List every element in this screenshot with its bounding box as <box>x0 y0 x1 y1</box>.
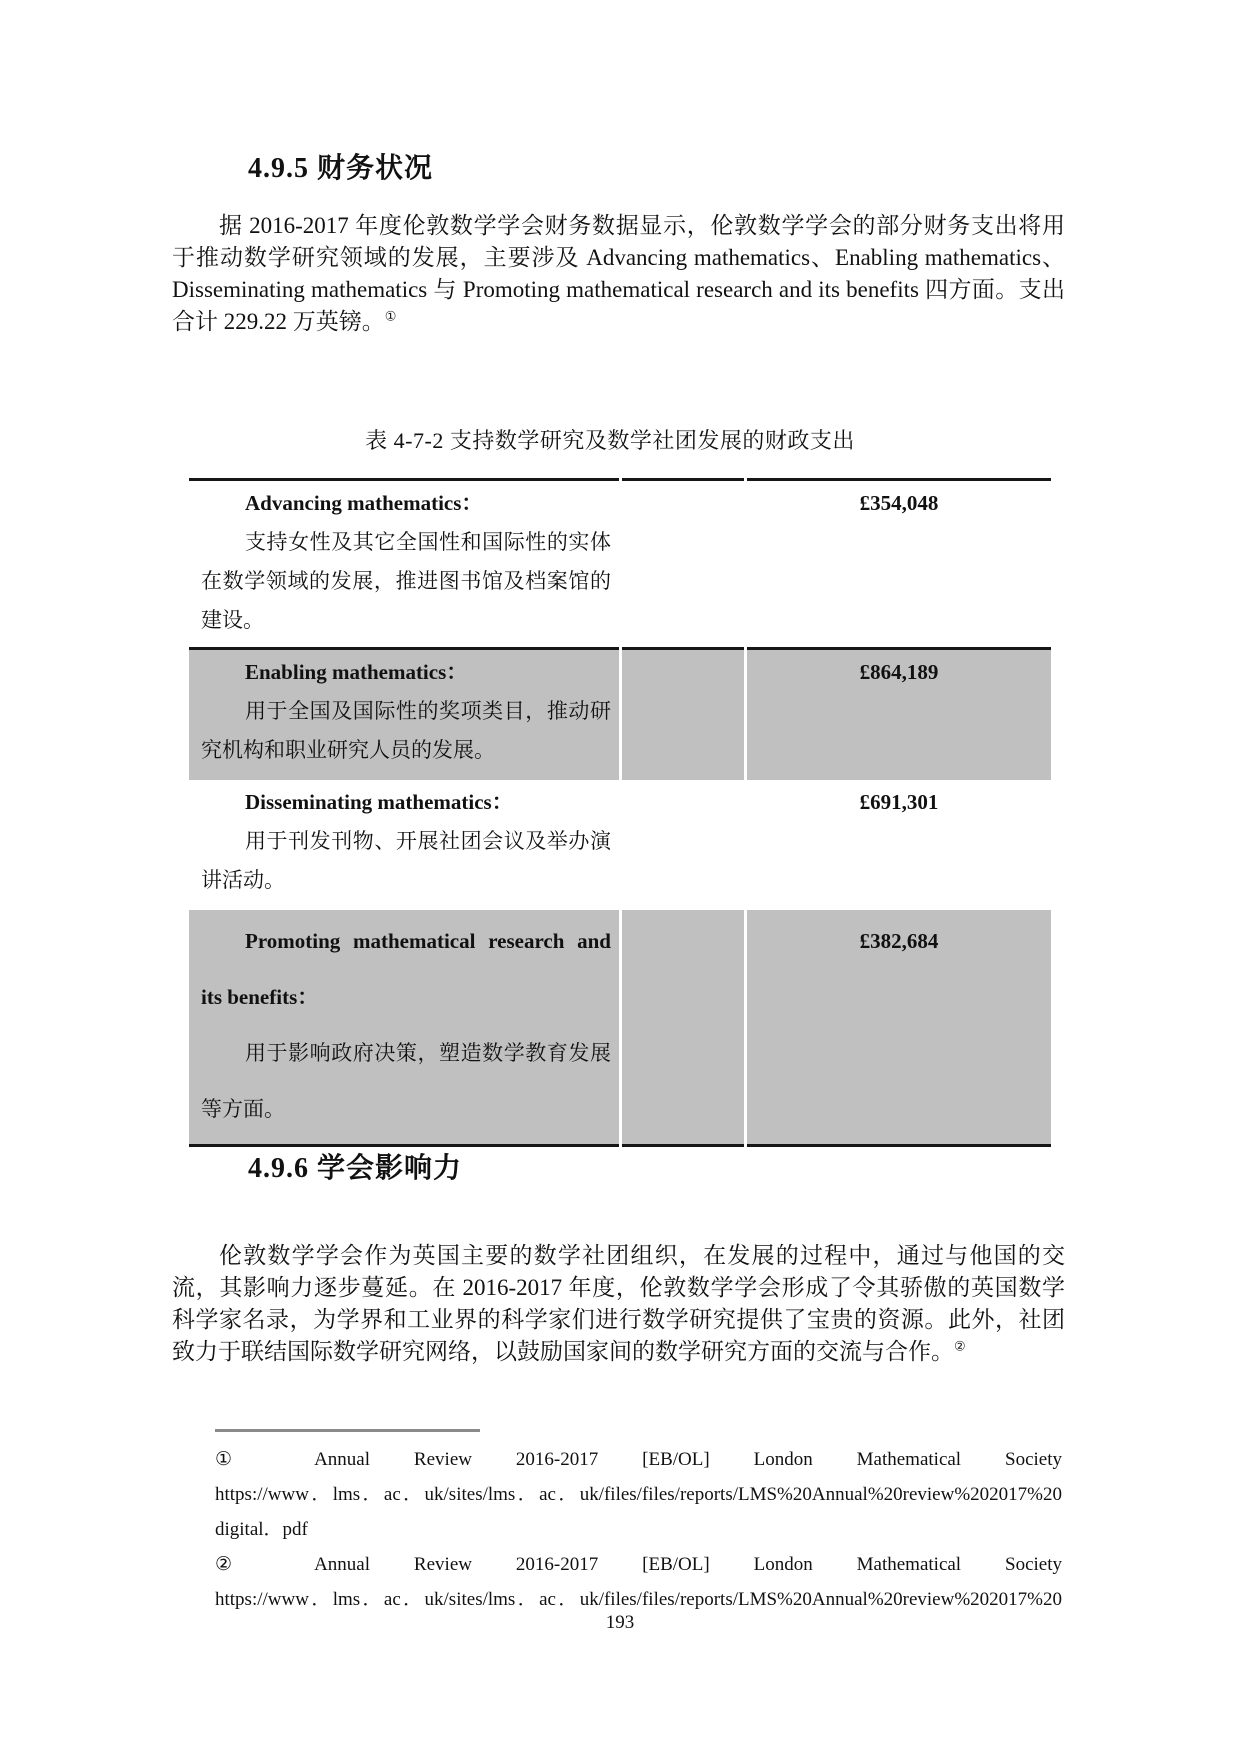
row-label: Disseminating mathematics： <box>245 790 513 814</box>
section-heading-4-9-6: 4.9.6 学会影响力 <box>248 1153 463 1184</box>
section-1-paragraph-text: 据 2016-2017 年度伦敦数学学会财务数据显示，伦敦数学学会的部分财务支出将用于推动数学研究领域的发展，主要涉及 Advancing mathematics、Enabling mathematics、Disseminating mathematics 与 Promoting mathematical research and its benefits 四方面。支出合计 229.22 万英镑。 <box>172 213 1065 334</box>
row-description-cell <box>189 478 619 647</box>
row-description: 用于刊发刊物、开展社团会议及举办演讲活动。 <box>201 829 611 892</box>
table-row-disseminating <box>189 780 1051 910</box>
row-description: 用于全国及国际性的奖项类目，推动研究机构和职业研究人员的发展。 <box>201 699 611 762</box>
row-spacer-cell <box>622 478 744 647</box>
row-spacer-cell <box>622 780 744 910</box>
section-2-paragraph <box>172 1240 1065 1368</box>
footnote-2-line-1: ② Annual Review 2016-2017 [EB/OL] London Mathematical Society <box>215 1554 1062 1575</box>
table-row-advancing <box>189 478 1051 647</box>
footnote-1-url: https://www．lms．ac．uk/sites/lms．ac．uk/files/files/reports/LMS%20Annual%20review%202017%20 <box>215 1484 1062 1505</box>
amount-value: £354,048 <box>859 491 939 515</box>
row-amount-cell <box>747 478 1051 647</box>
amount-value: £691,301 <box>859 790 939 814</box>
finance-table <box>186 478 1054 1147</box>
row-description-cell <box>189 780 619 910</box>
row-description: 用于影响政府决策，塑造数学教育发展等方面。 <box>201 1041 611 1121</box>
section-1-paragraph <box>172 210 1065 338</box>
row-description-cell <box>189 910 619 1147</box>
table-row-enabling <box>189 647 1051 780</box>
row-amount-cell <box>747 780 1051 910</box>
footnote-2 <box>215 1547 1062 1617</box>
row-spacer-cell <box>622 910 744 1147</box>
footnote-1 <box>215 1442 1062 1547</box>
row-amount-cell <box>747 647 1051 780</box>
section-heading-4-9-5: 4.9.5 财务状况 <box>248 153 434 184</box>
footnote-ref-1: ① <box>384 308 397 324</box>
row-amount-cell <box>747 910 1051 1147</box>
row-label: Enabling mathematics： <box>245 660 468 684</box>
section-2-paragraph-text: 伦敦数学学会作为英国主要的数学社团组织，在发展的过程中，通过与他国的交流，其影响力逐步蔓延。在 2016-2017 年度，伦敦数学学会形成了令其骄傲的英国数学科学家名录，为学界和工业界的科学家们进行数学研究提供了宝贵的资源。此外，社团致力于联结国际数学研究网络，以鼓励国家间的数学研究方面的交流与合作。 <box>172 1243 1065 1364</box>
amount-value: £864,189 <box>859 660 939 684</box>
footnote-1-line-3: digital．pdf <box>215 1519 308 1540</box>
row-label: Promoting mathematical research and its benefits： <box>201 929 611 1009</box>
row-label: Advancing mathematics： <box>245 491 483 515</box>
page-number: 193 <box>605 1612 635 1633</box>
footnote-separator <box>215 1429 480 1432</box>
row-description: 支持女性及其它全国性和国际性的实体在数学领域的发展，推进图书馆及档案馆的建设。 <box>201 530 611 632</box>
amount-value: £382,684 <box>859 929 939 953</box>
footnote-2-url: https://www．lms．ac．uk/sites/lms．ac．uk/files/files/reports/LMS%20Annual%20review%202017%20 <box>215 1589 1062 1610</box>
row-spacer-cell <box>622 647 744 780</box>
table-caption: 表 4-7-2 支持数学研究及数学社团发展的财政支出 <box>365 428 855 453</box>
row-description-cell <box>189 647 619 780</box>
footnote-1-line-1: ① Annual Review 2016-2017 [EB/OL] London Mathematical Society <box>215 1449 1062 1470</box>
footnote-ref-2: ② <box>954 1338 966 1354</box>
footnotes <box>215 1442 1062 1617</box>
table-row-promoting <box>189 910 1051 1147</box>
